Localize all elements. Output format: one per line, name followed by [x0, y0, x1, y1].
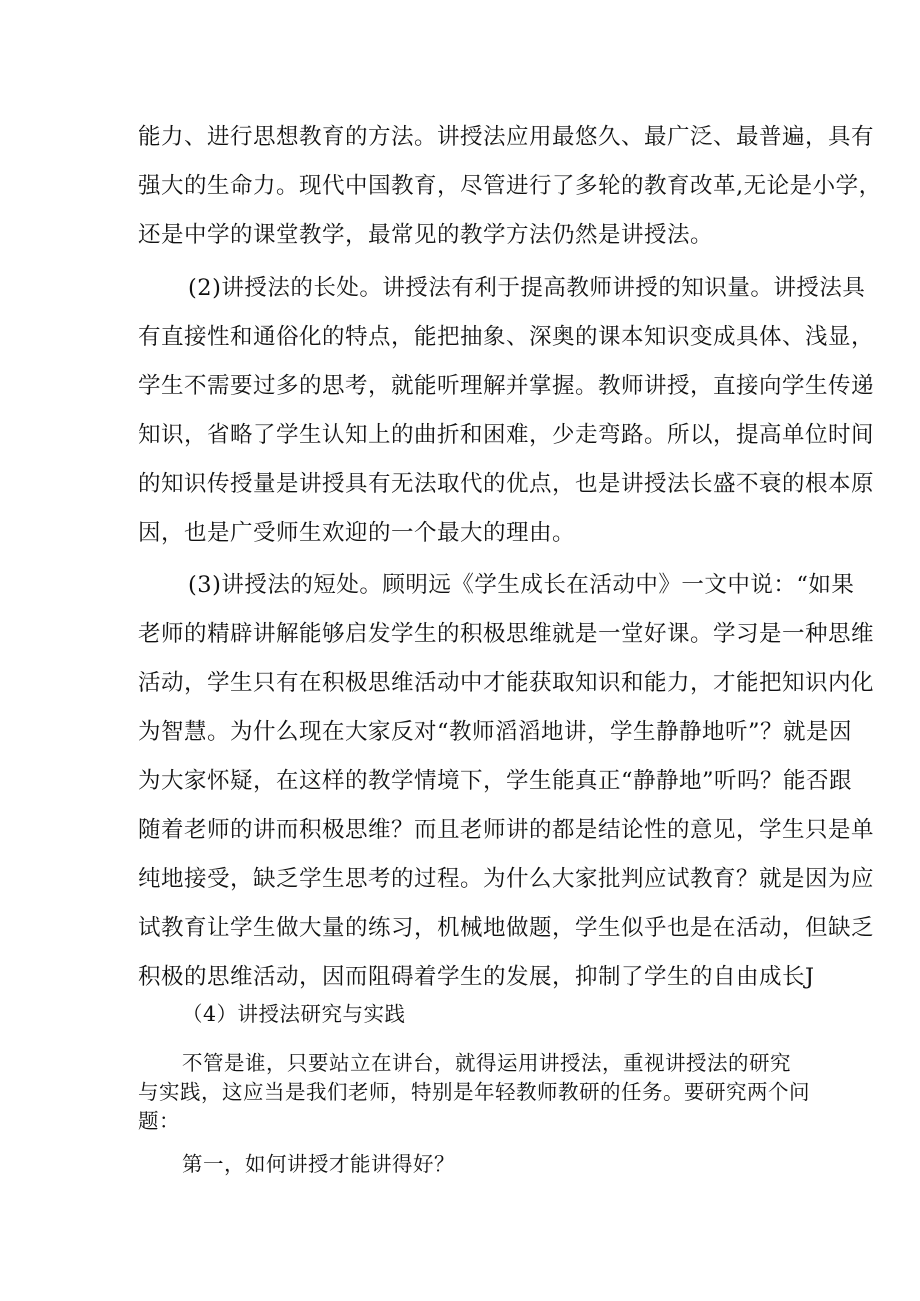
paragraph-3-line-4: 为智慧。为什么现在大家反对“教师滔滔地讲，学生静静地听”？就是因	[138, 719, 853, 745]
question-1: 第一，如何讲授才能讲得好？	[182, 1152, 455, 1176]
paragraph-3-line-2: 老师的精辟讲解能够启发学生的积极思维就是一堂好课。学习是一种思维	[138, 621, 875, 647]
paragraph-2-line-4: 知识，省略了学生认知上的曲折和困难，少走弯路。所以，提高单位时间	[138, 422, 875, 448]
paragraph-3-line-8: 试教育让学生做大量的练习，机械地做题，学生似乎也是在活动，但缺乏	[138, 915, 875, 941]
paragraph-4-line-1: 不管是谁，只要站立在讲台，就得运用讲授法，重视讲授法的研究	[182, 1051, 791, 1075]
paragraph-1-line-1: 能力、进行思想教育的方法。讲授法应用最悠久、最广泛、最普遍，具有	[138, 124, 875, 150]
paragraph-1-line-2: 强大的生命力。现代中国教育，尽管进行了多轮的教育改革,无论是小学，	[138, 173, 882, 199]
paragraph-2-line-1: (2)讲授法的长处。讲授法有利于提高教师讲授的知识量。讲授法具	[188, 275, 866, 301]
paragraph-4-line-3: 题：	[138, 1109, 180, 1133]
paragraph-2-line-3: 学生不需要过多的思考，就能听理解并掌握。教师讲授，直接向学生传递	[138, 373, 875, 399]
paragraph-2-line-5: 的知识传授量是讲授具有无法取代的优点，也是讲授法长盛不衰的根本原	[138, 471, 875, 497]
paragraph-3-line-3: 活动，学生只有在积极思维活动中才能获取知识和能力，才能把知识内化	[138, 670, 875, 696]
paragraph-3-line-1: (3)讲授法的短处。顾明远《学生成长在活动中》一文中说：“如果	[188, 572, 855, 598]
paragraph-3-line-5: 为大家怀疑，在这样的教学情境下，学生能真正“静静地”听吗？能否跟	[138, 768, 853, 794]
paragraph-1-line-3: 还是中学的课堂教学，最常见的教学方法仍然是讲授法。	[138, 222, 714, 248]
paragraph-4-line-2: 与实践，这应当是我们老师，特别是年轻教师教研的任务。要研究两个问	[138, 1080, 810, 1104]
section-heading-4: （4）讲授法研究与实践	[182, 1002, 406, 1026]
paragraph-3-line-9: 积极的思维活动，因而阻碍着学生的发展，抑制了学生的自由成长J	[138, 964, 815, 990]
paragraph-2-line-6: 因，也是广受师生欢迎的一个最大的理由。	[138, 520, 576, 546]
paragraph-3-line-7: 纯地接受，缺乏学生思考的过程。为什么大家批判应试教育？就是因为应	[138, 866, 875, 892]
paragraph-2-line-2: 有直接性和通俗化的特点，能把抽象、深奥的课本知识变成具体、浅显，	[138, 324, 875, 350]
paragraph-3-line-6: 随着老师的讲而积极思维？而且老师讲的都是结论性的意见，学生只是单	[138, 817, 875, 843]
